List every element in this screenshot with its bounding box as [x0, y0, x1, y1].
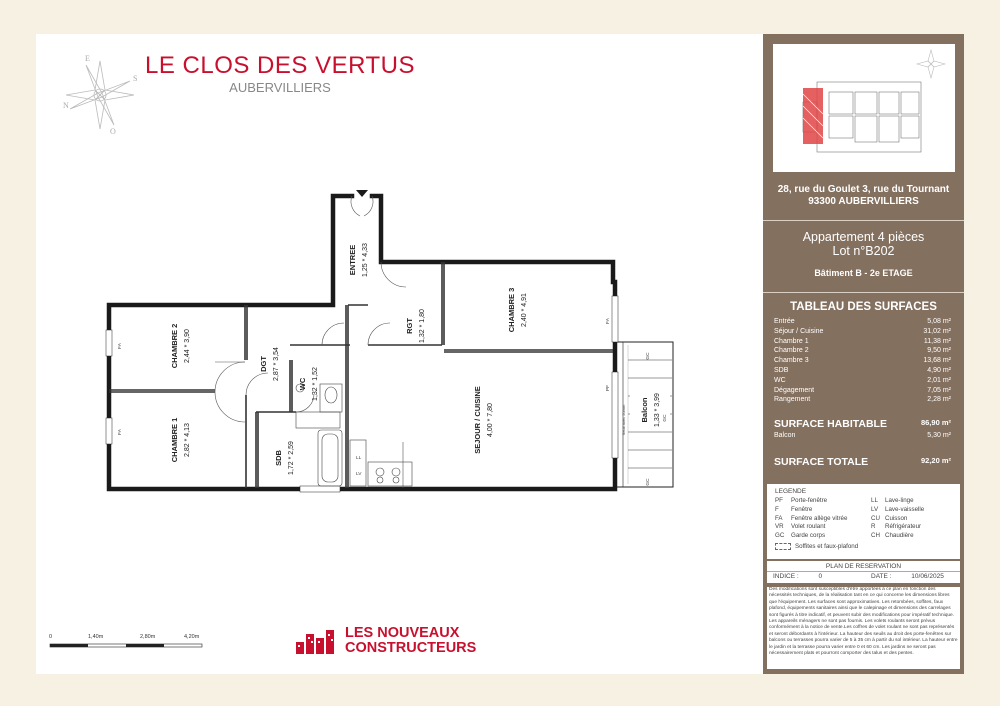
- surface-label: Chambre 1: [774, 337, 809, 345]
- surface-row: [774, 395, 951, 405]
- legend-soffit: [775, 543, 858, 552]
- room-sejour-label: SEJOUR / CUISINE: [473, 386, 482, 454]
- mark-fa-3: FA: [606, 318, 611, 324]
- room-dgt-label: DGT: [259, 356, 268, 372]
- scale-tick-1: 1,40m: [88, 634, 104, 640]
- mark-gc-2: GC: [663, 414, 668, 422]
- room-chambre-2-dims: 2,44 * 3,90: [184, 329, 191, 363]
- legend: [767, 484, 960, 559]
- mark-ll: LL: [356, 456, 362, 461]
- room-rgt-label: RGT: [405, 318, 414, 334]
- mark-gc-3: GC: [646, 478, 651, 486]
- surface-value: 11,38 m²: [923, 337, 951, 345]
- legend-text: Garde corps: [791, 532, 826, 540]
- address: 28, rue du Goulet 3, rue du Tournant 93300 AUBERVILLIERS: [777, 184, 950, 207]
- surface-habitable: [774, 418, 951, 430]
- project-title: LE CLOS DES VERTUS: [145, 52, 415, 79]
- room-sdb-dims: 1,72 * 2,59: [288, 441, 295, 475]
- legend-text: Chaudière: [885, 532, 914, 540]
- surface-row: [774, 346, 951, 356]
- lot-number: Lot n°B202: [832, 244, 895, 258]
- compass-s: O: [110, 127, 116, 136]
- room-chambre-3-dims: 2,40 * 4,91: [521, 293, 528, 327]
- surface-value: 31,02 m²: [923, 327, 951, 335]
- mark-fa-2: FA: [118, 429, 123, 435]
- legend-code: LL: [871, 497, 878, 504]
- surface-label: Entrée: [774, 318, 795, 325]
- room-balcon-label: Balcon: [640, 397, 649, 423]
- legend-code: CH: [871, 532, 880, 540]
- apartment-type: [763, 230, 964, 258]
- legend-text: Lave-linge: [885, 497, 914, 504]
- indice-value: 0: [818, 573, 823, 580]
- surface-value: 5,08 m²: [927, 318, 951, 325]
- surface-label: WC: [774, 376, 786, 384]
- surface-label: Chambre 2: [774, 347, 809, 355]
- legend-code: F: [775, 505, 779, 513]
- surface-label: Rangement: [774, 396, 811, 404]
- legend-text: Fenêtre: [791, 505, 813, 513]
- room-entree-label: ENTREE: [348, 244, 357, 276]
- legend-code: PF: [775, 497, 783, 504]
- indice-label: INDICE :: [773, 573, 799, 580]
- room-rgt-dims: 1,32 * 1,80: [419, 309, 426, 343]
- legend-code: GC: [775, 532, 785, 540]
- surface-value: 4,90 m²: [927, 366, 951, 374]
- legend-text: Volet roulant: [791, 523, 826, 531]
- brand-line-2: CONSTRUCTEURS: [345, 640, 477, 656]
- brand-line-1: LES NOUVEAUX: [345, 625, 460, 641]
- scale-tick-0: 0: [49, 634, 53, 640]
- compass-w: N: [63, 101, 69, 110]
- legend-text: Cuisson: [885, 514, 908, 522]
- legend-title: LEGENDE: [775, 488, 807, 495]
- surface-value: 2,01 m²: [927, 376, 951, 384]
- legend-left: [775, 497, 847, 541]
- key-plan: [773, 44, 955, 172]
- mark-pf: PF: [606, 384, 611, 392]
- legend-code: R: [871, 523, 876, 531]
- surface-value: 13,68 m²: [923, 357, 951, 365]
- building-floor: Bâtiment B - 2e ETAGE: [814, 268, 913, 278]
- mark-lv: LV: [356, 472, 362, 477]
- surface-value: 9,50 m²: [927, 347, 951, 355]
- scale-tick-2: 2,80m: [140, 634, 156, 640]
- plan-info-title: PLAN DE RESERVATION: [825, 563, 902, 570]
- legend-code: LV: [871, 505, 879, 513]
- legend-soffit-text: Soffites et faux-plafond: [795, 543, 859, 551]
- brand-logo-text: [345, 626, 476, 656]
- soffit-hatch-icon: [775, 543, 791, 550]
- room-entree-dims: 1,25 * 4,33: [362, 243, 369, 277]
- total-label: SURFACE TOTALE: [774, 456, 869, 468]
- room-dgt-dims: 2,87 * 3,54: [273, 347, 280, 381]
- habitable-label: SURFACE HABITABLE: [774, 418, 887, 430]
- plan-info: [767, 561, 960, 583]
- legend-code: CU: [871, 514, 880, 522]
- scale-tick-3: 4,20m: [184, 634, 200, 640]
- legend-code: VR: [775, 523, 784, 531]
- apartment-type-text: Appartement 4 pièces: [802, 230, 925, 244]
- legend-text: Réfrigérateur: [885, 523, 922, 531]
- surface-row: [774, 337, 951, 347]
- brand-logo-icon: [296, 628, 342, 656]
- legend-right: [871, 497, 924, 541]
- mark-threshold: Seuil avec 50mm: [621, 404, 626, 436]
- room-chambre-2-label: CHAMBRE 2: [170, 323, 179, 369]
- surface-label: SDB: [774, 366, 789, 374]
- balcony-value: 5,30 m²: [927, 432, 951, 439]
- date-value: 10/06/2025: [911, 573, 944, 580]
- date-label: DATE :: [871, 573, 892, 580]
- balcony-label: Balcon: [774, 432, 796, 439]
- project-city: AUBERVILLIERS: [229, 80, 331, 95]
- surface-totale: [774, 456, 951, 468]
- mark-fa-1: FA: [118, 343, 123, 349]
- room-balcon-dims: 1,33 * 3,99: [654, 393, 661, 427]
- room-chambre-3-label: CHAMBRE 3: [507, 287, 516, 333]
- surface-label: Dégagement: [774, 386, 815, 394]
- info-panel: [763, 34, 964, 674]
- compass-e: S: [133, 74, 138, 83]
- surface-label: Chambre 3: [774, 357, 809, 365]
- room-wc-dims: 1,32 * 1,52: [312, 367, 319, 401]
- surface-value: 7,05 m²: [927, 386, 951, 394]
- room-sejour-dims: 4,00 * 7,80: [487, 403, 494, 437]
- mark-gc-1: GC: [646, 352, 651, 360]
- legend-text: Porte-fenêtre: [791, 497, 828, 504]
- room-wc-label: WC: [298, 377, 307, 391]
- surface-row: [774, 386, 951, 396]
- legend-text: Lave-vaisselle: [885, 505, 925, 513]
- compass-n: E: [85, 54, 90, 63]
- disclaimer: Des modifications sont susceptibles d'être apportées à ce plan en fonction des nécessités techniques, de la réalisation tant en ce qui concerne les dimensions libres que l'équipement. Les surfaces sont approximatives. Les retombées, soffites, faux plafond, équipements sanitaires ainsi que le calepinage et dimensions des carrelages sont figurés à titre indicatif, et peuvent subir des modifications pour impératif technique. Les appareils ménagers ne sont pas fournis. Les volets roulants seront prévus conformément à la notice de vente.Les coffres de volet roulant ne sont pas représentés et seront débordants à l'intérieur. La hauteur des seuils au droit des porte-fenêtres sur balcons ou terrasses pourra varier de 5 à 35 cm à partir du sol intérieur. La hauteur entre le jardin et la terrasse pourra varier entre 0 et 60 cm. Les jardins ne seront pas nécessairement plats et pourront comporter des talus et des pentes.: [767, 587, 960, 669]
- room-chambre-1-label: CHAMBRE 1: [170, 417, 179, 463]
- surface-row: [774, 366, 951, 376]
- legend-code: FA: [775, 514, 783, 522]
- surface-label: Séjour / Cuisine: [774, 327, 824, 335]
- surface-row: [774, 327, 951, 337]
- surface-row: [774, 376, 951, 386]
- surface-row: [774, 317, 951, 327]
- surfaces-table: [774, 317, 951, 405]
- surface-row: [774, 356, 951, 366]
- surface-value: 2,28 m²: [927, 396, 951, 404]
- balcony-row: [774, 432, 951, 439]
- room-chambre-1-dims: 2,82 * 4,13: [184, 423, 191, 457]
- habitable-value: 86,90 m²: [920, 418, 951, 427]
- surfaces-table-title: TABLEAU DES SURFACES: [790, 301, 937, 313]
- legend-text: Fenêtre allège vitrée: [791, 514, 848, 522]
- total-value: 92,20 m²: [920, 456, 951, 465]
- room-sdb-label: SDB: [274, 450, 283, 466]
